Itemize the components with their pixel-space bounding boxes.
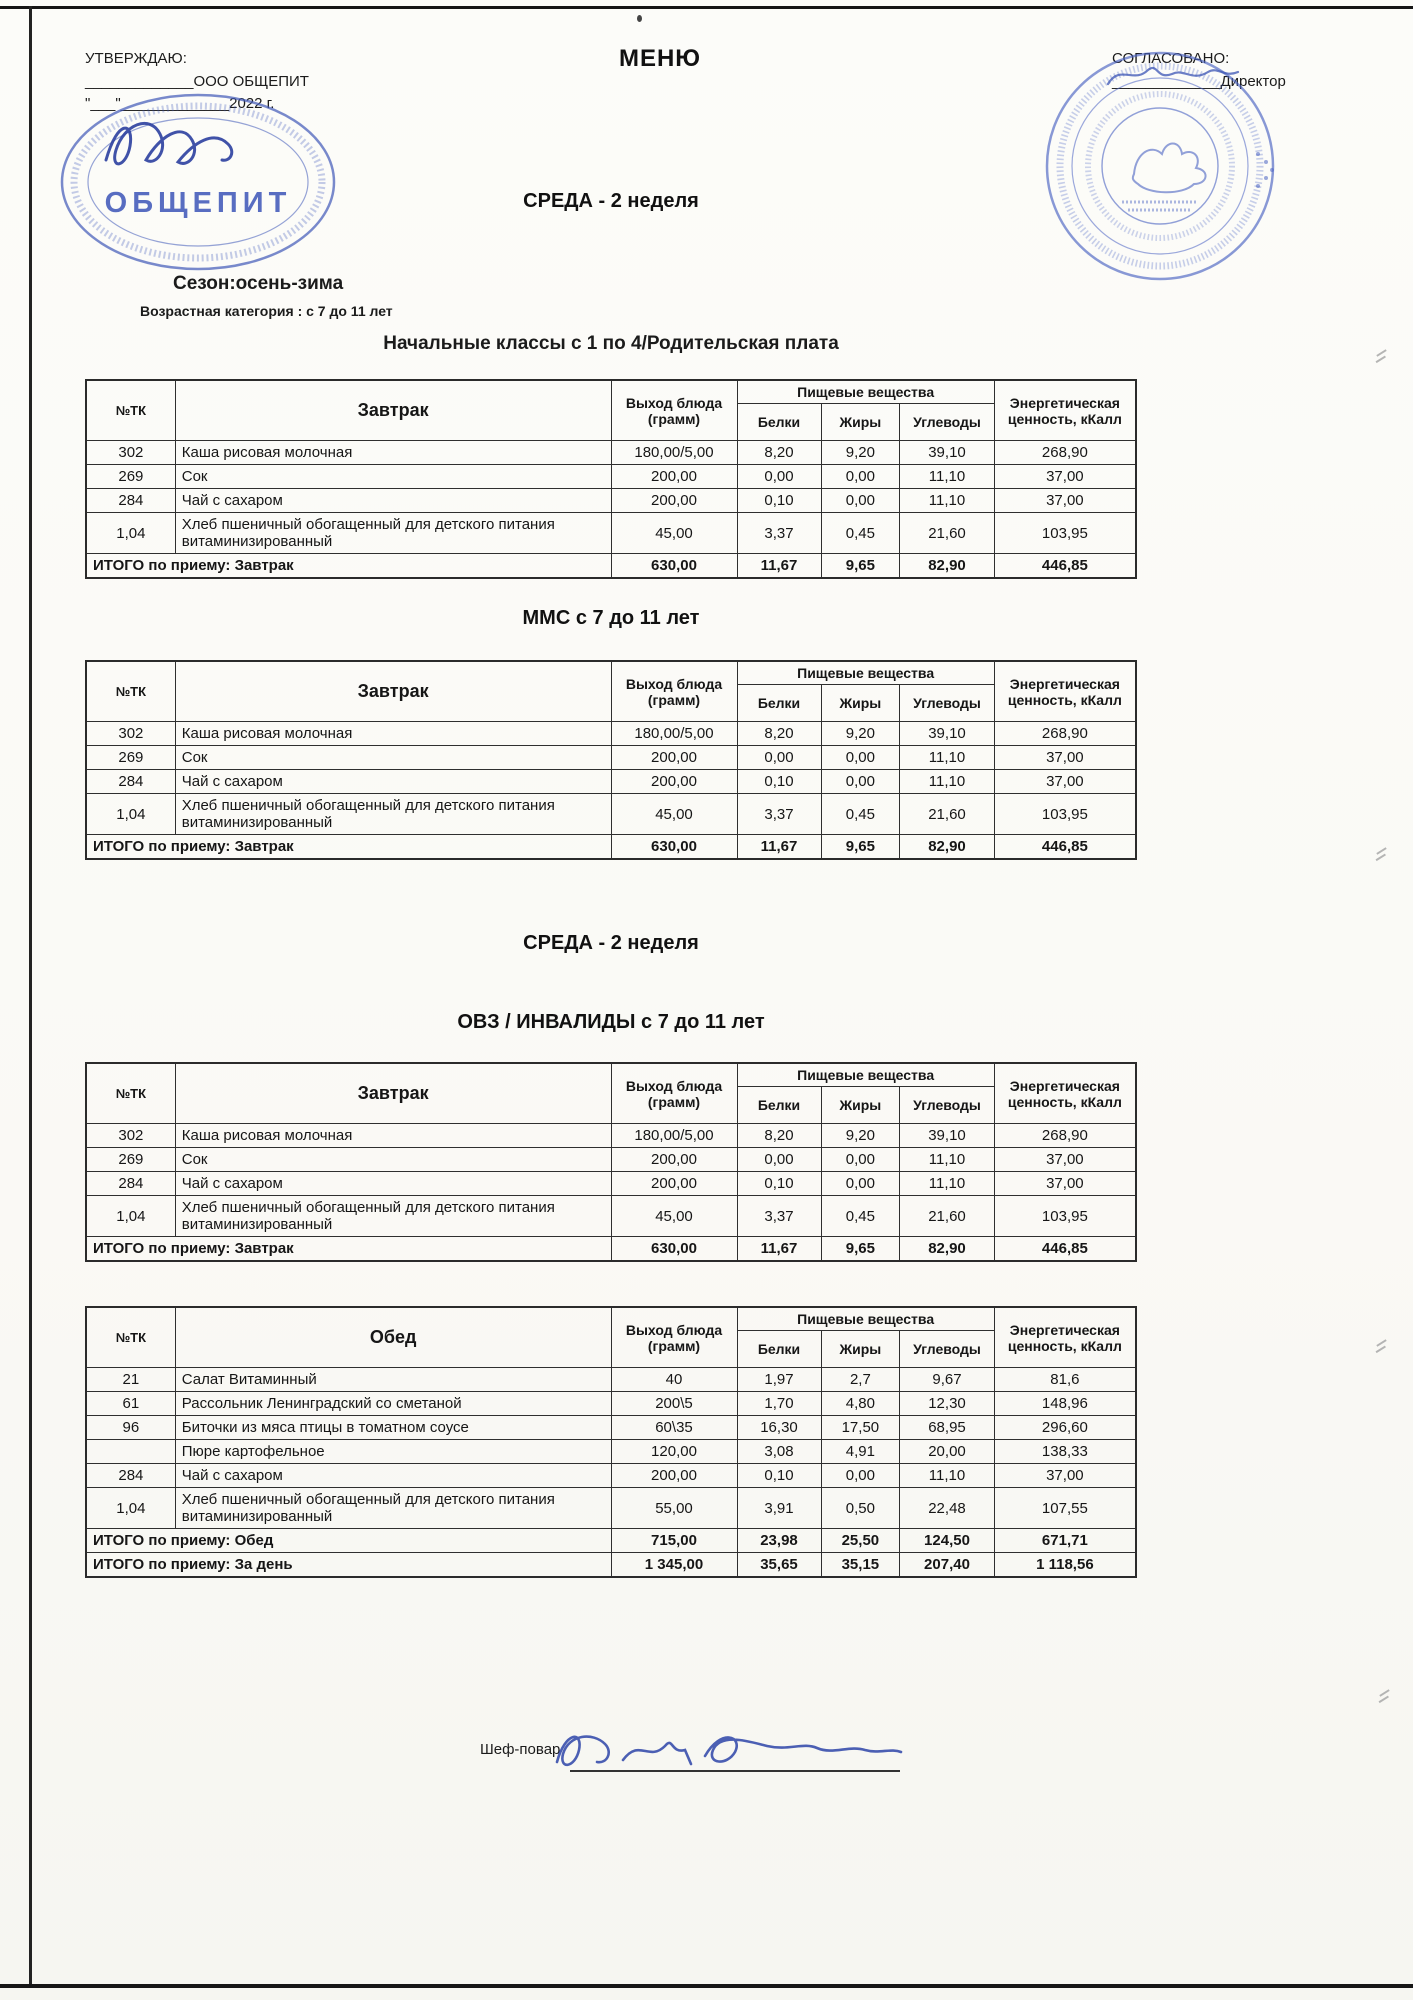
dish-output: 200,00	[611, 489, 737, 513]
dish-protein: 1,97	[737, 1368, 821, 1392]
dish-protein: 0,10	[737, 1172, 821, 1196]
dish-carbs: 68,95	[900, 1416, 995, 1440]
header-fat: Жиры	[821, 1087, 900, 1124]
day-total-row	[86, 1553, 1136, 1578]
dish-output: 45,00	[611, 794, 737, 835]
dish-energy: 37,00	[994, 1148, 1136, 1172]
dish-name: Сок	[175, 465, 611, 489]
header-meal-lunch: Обед	[175, 1307, 611, 1368]
lunch-total-protein: 23,98	[737, 1529, 821, 1553]
breakfast-total-output: 630,00	[611, 554, 737, 579]
dish-name: Хлеб пшеничный обогащенный для детского питания витаминизированный	[175, 1196, 611, 1237]
dish-fat: 0,00	[821, 1464, 900, 1488]
stamp-right-dot	[1270, 168, 1274, 172]
header-protein: Белки	[737, 1087, 821, 1124]
dish-energy: 37,00	[994, 489, 1136, 513]
dish-tk: 302	[86, 722, 175, 746]
dish-protein: 8,20	[737, 441, 821, 465]
header-meal-breakfast: Завтрак	[175, 1063, 611, 1124]
dish-tk: 284	[86, 770, 175, 794]
dish-output: 40	[611, 1368, 737, 1392]
dish-tk: 269	[86, 746, 175, 770]
table-breakfast-mmc	[85, 660, 1137, 860]
dish-output: 200,00	[611, 465, 737, 489]
header-fat: Жиры	[821, 685, 900, 722]
dish-row	[86, 1196, 1136, 1237]
approve-org-line: _____________ООО ОБЩЕПИТ	[85, 72, 309, 90]
breakfast-total-output: 630,00	[611, 835, 737, 860]
dish-row	[86, 1464, 1136, 1488]
dish-carbs: 11,10	[900, 770, 995, 794]
dish-protein: 0,00	[737, 746, 821, 770]
dish-tk: 284	[86, 489, 175, 513]
dish-protein: 8,20	[737, 722, 821, 746]
dish-name: Хлеб пшеничный обогащенный для детского питания витаминизированный	[175, 513, 611, 554]
scan-speck	[637, 15, 642, 22]
breakfast-total-output: 630,00	[611, 1237, 737, 1262]
stamp-right-dot	[1264, 160, 1268, 164]
chef-signature-path	[557, 1737, 901, 1765]
day-total-label: ИТОГО по приему: За день	[86, 1553, 611, 1578]
breakfast-total-protein: 11,67	[737, 1237, 821, 1262]
chef-signature-line	[570, 1732, 900, 1772]
approve-title: УТВЕРЖДАЮ:	[85, 50, 187, 67]
dish-output: 200\5	[611, 1392, 737, 1416]
header-nutrients: Пищевые вещества	[737, 1063, 994, 1087]
age-category-heading: Возрастная категория : с 7 до 11 лет	[140, 303, 393, 319]
lunch-total-label: ИТОГО по приему: Обед	[86, 1529, 611, 1553]
dish-row	[86, 722, 1136, 746]
breakfast-total-row	[86, 835, 1136, 860]
section-mmc-heading: ММС с 7 до 11 лет	[522, 607, 700, 629]
header-carbs: Углеводы	[900, 685, 995, 722]
dish-tk: 302	[86, 1124, 175, 1148]
header-tk: №ТК	[86, 1063, 175, 1124]
dish-tk	[86, 1440, 175, 1464]
dish-protein: 3,91	[737, 1488, 821, 1529]
header-carbs: Углеводы	[900, 1087, 995, 1124]
scan-artifact	[1376, 349, 1386, 357]
dish-energy: 268,90	[994, 1124, 1136, 1148]
dish-row	[86, 1124, 1136, 1148]
dish-fat: 0,00	[821, 770, 900, 794]
header-energy: Энергетическая ценность, кКалл	[994, 1307, 1136, 1368]
dish-tk: 61	[86, 1392, 175, 1416]
dish-energy: 37,00	[994, 770, 1136, 794]
dish-energy: 37,00	[994, 1172, 1136, 1196]
dish-carbs: 20,00	[900, 1440, 995, 1464]
dish-energy: 268,90	[994, 722, 1136, 746]
menu-document-body	[85, 190, 1137, 1782]
table-header	[86, 1307, 1136, 1368]
header-output: Выход блюда (грамм)	[611, 380, 737, 441]
page-title: МЕНЮ	[618, 45, 702, 72]
dish-protein: 16,30	[737, 1416, 821, 1440]
dish-output: 180,00/5,00	[611, 441, 737, 465]
approve-date-line: "___"_____________2022 г.	[85, 95, 275, 112]
lunch-total-row	[86, 1529, 1136, 1553]
dish-row	[86, 1488, 1136, 1529]
dish-output: 60\35	[611, 1416, 737, 1440]
breakfast-total-row	[86, 1237, 1136, 1262]
scan-artifact	[1376, 1339, 1386, 1347]
dish-carbs: 39,10	[900, 722, 995, 746]
breakfast-dishes	[86, 1124, 1136, 1237]
dish-row	[86, 746, 1136, 770]
dish-name: Салат Витаминный	[175, 1368, 611, 1392]
dish-tk: 21	[86, 1368, 175, 1392]
dish-protein: 3,37	[737, 513, 821, 554]
dish-energy: 103,95	[994, 513, 1136, 554]
dish-fat: 0,45	[821, 794, 900, 835]
dish-output: 200,00	[611, 746, 737, 770]
header-protein: Белки	[737, 404, 821, 441]
dish-protein: 1,70	[737, 1392, 821, 1416]
dish-protein: 3,37	[737, 794, 821, 835]
dish-row	[86, 1392, 1136, 1416]
dish-name: Каша рисовая молочная	[175, 441, 611, 465]
dish-energy: 268,90	[994, 441, 1136, 465]
dish-tk: 1,04	[86, 513, 175, 554]
dish-energy: 37,00	[994, 465, 1136, 489]
dish-output: 180,00/5,00	[611, 722, 737, 746]
dish-row	[86, 513, 1136, 554]
scan-edge-left	[29, 6, 32, 1986]
header-nutrients: Пищевые вещества	[737, 380, 994, 404]
dish-protein: 0,10	[737, 489, 821, 513]
stamp-right-dot	[1256, 184, 1260, 188]
dish-carbs: 21,60	[900, 513, 995, 554]
chef-signature	[545, 1720, 915, 1776]
dish-row	[86, 465, 1136, 489]
day-week-heading-2: СРЕДА - 2 неделя	[523, 932, 699, 954]
table-breakfast-ovz	[85, 1062, 1137, 1262]
table-header	[86, 380, 1136, 441]
header-output: Выход блюда (грамм)	[611, 1307, 737, 1368]
dish-output: 45,00	[611, 513, 737, 554]
dish-name: Хлеб пшеничный обогащенный для детского питания витаминизированный	[175, 1488, 611, 1529]
dish-name: Чай с сахаром	[175, 770, 611, 794]
dish-fat: 9,20	[821, 441, 900, 465]
dish-carbs: 9,67	[900, 1368, 995, 1392]
breakfast-total-label: ИТОГО по приему: Завтрак	[86, 1237, 611, 1262]
dish-fat: 9,20	[821, 1124, 900, 1148]
dish-row	[86, 1440, 1136, 1464]
dish-tk: 1,04	[86, 1488, 175, 1529]
breakfast-dishes	[86, 722, 1136, 835]
dish-energy: 103,95	[994, 1196, 1136, 1237]
dish-fat: 0,45	[821, 513, 900, 554]
dish-tk: 96	[86, 1416, 175, 1440]
dish-name: Каша рисовая молочная	[175, 722, 611, 746]
breakfast-total-fat: 9,65	[821, 554, 900, 579]
dish-fat: 0,50	[821, 1488, 900, 1529]
dish-name: Чай с сахаром	[175, 1464, 611, 1488]
dish-carbs: 12,30	[900, 1392, 995, 1416]
dish-protein: 3,08	[737, 1440, 821, 1464]
dish-output: 180,00/5,00	[611, 1124, 737, 1148]
breakfast-total-row	[86, 554, 1136, 579]
stamp-right-emblem-bird	[1133, 144, 1206, 193]
header-nutrients: Пищевые вещества	[737, 661, 994, 685]
dish-protein: 3,37	[737, 1196, 821, 1237]
dish-output: 120,00	[611, 1440, 737, 1464]
section-primary-heading: Начальные классы с 1 по 4/Родительская плата	[383, 333, 839, 354]
header-output: Выход блюда (грамм)	[611, 661, 737, 722]
dish-carbs: 21,60	[900, 794, 995, 835]
header-meal-breakfast: Завтрак	[175, 380, 611, 441]
scan-edge-bottom	[0, 1984, 1413, 1988]
breakfast-total-energy: 446,85	[994, 1237, 1136, 1262]
dish-fat: 4,91	[821, 1440, 900, 1464]
breakfast-total-energy: 446,85	[994, 835, 1136, 860]
dish-carbs: 11,10	[900, 489, 995, 513]
stamp-left-org-text: ОБЩЕПИТ	[104, 187, 292, 219]
header-carbs: Углеводы	[900, 404, 995, 441]
director-signature-path	[1108, 68, 1238, 84]
dish-energy: 37,00	[994, 746, 1136, 770]
lunch-total-output: 715,00	[611, 1529, 737, 1553]
dish-protein: 0,10	[737, 770, 821, 794]
breakfast-total-protein: 11,67	[737, 835, 821, 860]
dish-fat: 0,00	[821, 746, 900, 770]
day-total-fat: 35,15	[821, 1553, 900, 1578]
header-tk: №ТК	[86, 380, 175, 441]
dish-fat: 2,7	[821, 1368, 900, 1392]
dish-protein: 0,00	[737, 465, 821, 489]
stamp-right-dot	[1264, 176, 1268, 180]
table-header	[86, 1063, 1136, 1124]
agree-role-line: _____________Директор	[1112, 72, 1286, 90]
dish-row	[86, 1368, 1136, 1392]
dish-tk: 284	[86, 1464, 175, 1488]
dish-carbs: 11,10	[900, 1172, 995, 1196]
agree-title: СОГЛАСОВАНО:	[1112, 50, 1230, 67]
day-total-output: 1 345,00	[611, 1553, 737, 1578]
header-energy: Энергетическая ценность, кКалл	[994, 1063, 1136, 1124]
approver-signature	[106, 123, 232, 163]
season-heading: Сезон:осень-зима	[173, 273, 344, 294]
dish-energy: 138,33	[994, 1440, 1136, 1464]
header-meal-breakfast: Завтрак	[175, 661, 611, 722]
dish-name: Хлеб пшеничный обогащенный для детского питания витаминизированный	[175, 794, 611, 835]
table-lunch-ovz	[85, 1306, 1137, 1578]
lunch-total-fat: 25,50	[821, 1529, 900, 1553]
header-carbs: Углеводы	[900, 1331, 995, 1368]
dish-name: Чай с сахаром	[175, 1172, 611, 1196]
header-tk: №ТК	[86, 1307, 175, 1368]
dish-tk: 1,04	[86, 1196, 175, 1237]
dish-carbs: 21,60	[900, 1196, 995, 1237]
dish-tk: 302	[86, 441, 175, 465]
dish-row	[86, 1172, 1136, 1196]
header-fat: Жиры	[821, 1331, 900, 1368]
dish-fat: 0,00	[821, 489, 900, 513]
dish-name: Пюре картофельное	[175, 1440, 611, 1464]
dish-energy: 103,95	[994, 794, 1136, 835]
day-total-energy: 1 118,56	[994, 1553, 1136, 1578]
director-signature	[1100, 56, 1250, 94]
breakfast-total-label: ИТОГО по приему: Завтрак	[86, 835, 611, 860]
dish-protein: 8,20	[737, 1124, 821, 1148]
header-energy: Энергетическая ценность, кКалл	[994, 661, 1136, 722]
table-header	[86, 661, 1136, 722]
breakfast-total-energy: 446,85	[994, 554, 1136, 579]
dish-fat: 0,00	[821, 465, 900, 489]
dish-carbs: 39,10	[900, 441, 995, 465]
dish-row	[86, 441, 1136, 465]
table-breakfast-primary	[85, 379, 1137, 579]
lunch-total-carbs: 124,50	[900, 1529, 995, 1553]
dish-name: Каша рисовая молочная	[175, 1124, 611, 1148]
lunch-total-energy: 671,71	[994, 1529, 1136, 1553]
dish-output: 45,00	[611, 1196, 737, 1237]
scan-edge-top	[0, 6, 1413, 9]
dish-name: Сок	[175, 746, 611, 770]
dish-row	[86, 794, 1136, 835]
dish-tk: 284	[86, 1172, 175, 1196]
header-fat: Жиры	[821, 404, 900, 441]
dish-output: 200,00	[611, 1172, 737, 1196]
dish-output: 200,00	[611, 770, 737, 794]
dish-carbs: 11,10	[900, 1464, 995, 1488]
stamp-right-dot	[1256, 152, 1260, 156]
breakfast-total-fat: 9,65	[821, 835, 900, 860]
dish-carbs: 11,10	[900, 465, 995, 489]
header-nutrients: Пищевые вещества	[737, 1307, 994, 1331]
dish-name: Чай с сахаром	[175, 489, 611, 513]
breakfast-total-carbs: 82,90	[900, 1237, 995, 1262]
dish-tk: 1,04	[86, 794, 175, 835]
dish-output: 200,00	[611, 1148, 737, 1172]
dish-fat: 0,00	[821, 1148, 900, 1172]
dish-name: Сок	[175, 1148, 611, 1172]
breakfast-total-fat: 9,65	[821, 1237, 900, 1262]
dish-carbs: 39,10	[900, 1124, 995, 1148]
day-total-carbs: 207,40	[900, 1553, 995, 1578]
dish-name: Рассольник Ленинградский со сметаной	[175, 1392, 611, 1416]
dish-row	[86, 1416, 1136, 1440]
scan-artifact	[1379, 1689, 1389, 1697]
dish-fat: 0,45	[821, 1196, 900, 1237]
breakfast-total-label: ИТОГО по приему: Завтрак	[86, 554, 611, 579]
dish-energy: 148,96	[994, 1392, 1136, 1416]
scan-artifact	[1376, 847, 1386, 855]
dish-energy: 37,00	[994, 1464, 1136, 1488]
dish-row	[86, 489, 1136, 513]
dish-fat: 0,00	[821, 1172, 900, 1196]
chef-label: Шеф-повар	[480, 1741, 561, 1758]
dish-row	[86, 770, 1136, 794]
dish-fat: 4,80	[821, 1392, 900, 1416]
dish-output: 55,00	[611, 1488, 737, 1529]
breakfast-total-carbs: 82,90	[900, 835, 995, 860]
dish-fat: 9,20	[821, 722, 900, 746]
dish-fat: 17,50	[821, 1416, 900, 1440]
dish-carbs: 11,10	[900, 746, 995, 770]
dish-protein: 0,00	[737, 1148, 821, 1172]
dish-carbs: 11,10	[900, 1148, 995, 1172]
day-week-heading: СРЕДА - 2 неделя	[523, 190, 699, 212]
breakfast-dishes	[86, 441, 1136, 554]
dish-energy: 107,55	[994, 1488, 1136, 1529]
header-tk: №ТК	[86, 661, 175, 722]
dish-output: 200,00	[611, 1464, 737, 1488]
dish-energy: 81,6	[994, 1368, 1136, 1392]
dish-tk: 269	[86, 1148, 175, 1172]
header-protein: Белки	[737, 1331, 821, 1368]
dish-carbs: 22,48	[900, 1488, 995, 1529]
day-total-protein: 35,65	[737, 1553, 821, 1578]
lunch-dishes	[86, 1368, 1136, 1529]
breakfast-total-protein: 11,67	[737, 554, 821, 579]
header-protein: Белки	[737, 685, 821, 722]
breakfast-total-carbs: 82,90	[900, 554, 995, 579]
dish-name: Биточки из мяса птицы в томатном соусе	[175, 1416, 611, 1440]
header-output: Выход блюда (грамм)	[611, 1063, 737, 1124]
section-ovz-heading: ОВЗ / ИНВАЛИДЫ с 7 до 11 лет	[457, 1011, 765, 1033]
dish-energy: 296,60	[994, 1416, 1136, 1440]
dish-protein: 0,10	[737, 1464, 821, 1488]
dish-tk: 269	[86, 465, 175, 489]
dish-row	[86, 1148, 1136, 1172]
header-energy: Энергетическая ценность, кКалл	[994, 380, 1136, 441]
chef-signature-row	[85, 1728, 1137, 1782]
